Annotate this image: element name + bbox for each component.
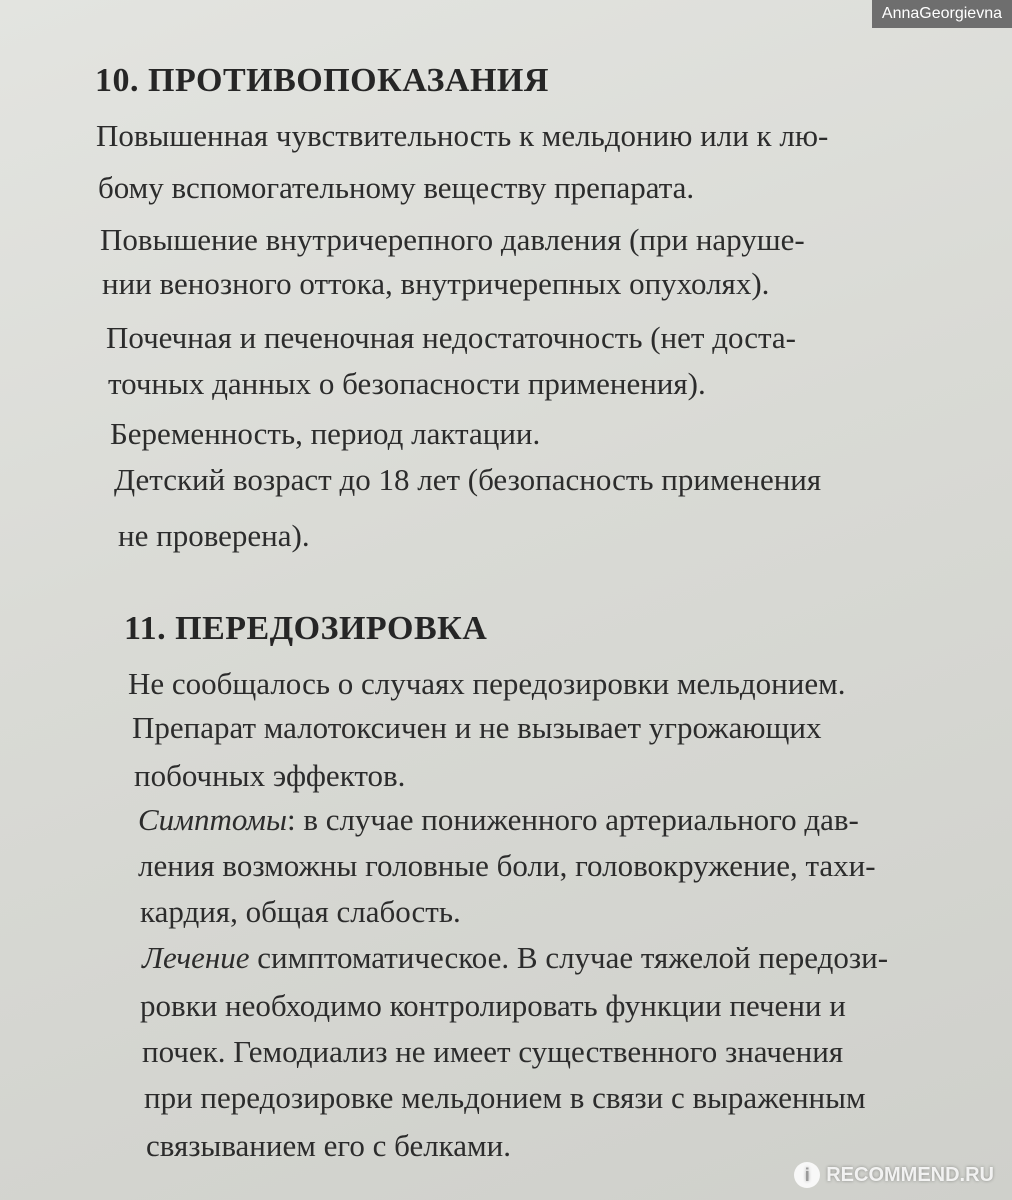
section-11-line: Не сообщалось о случаях передозировки мельдонием. [128,666,846,701]
section-10-line: нии венозного оттока, внутричерепных опухолях). [102,266,770,301]
section-10-line: Почечная и печеночная недостаточность (нет доста- [106,320,797,355]
section-10-line: Повышение внутричерепного давления (при наруше- [100,222,805,257]
section-11-line: почек. Гемодиализ не имеет существенного значения [142,1034,844,1069]
section-11-line: кардия, общая слабость. [140,894,461,929]
section-10-title: 10. ПРОТИВОПОКАЗАНИЯ [95,62,549,99]
treatment-label: Лечение [142,940,250,975]
site-watermark-text: RECOMMEND.RU [826,1163,994,1186]
symptoms-line [138,802,859,838]
treatment-line [142,940,888,976]
section-10-line: Детский возраст до 18 лет (безопасность применения [114,462,822,497]
site-watermark [794,1162,994,1188]
section-11-title: 11. ПЕРЕДОЗИРОВКА [124,610,488,647]
section-10-line: бому вспомогательному веществу препарата. [98,170,695,205]
section-11-line: ровки необходимо контролировать функции печени и [140,988,846,1023]
treatment-text: симптоматическое. В случае тяжелой передози- [249,940,889,975]
section-10-line: точных данных о безопасности применения). [108,366,706,401]
recommend-logo-icon: i [794,1162,820,1188]
section-10-line: Повышенная чувствительность к мельдонию или к лю- [96,118,829,153]
section-11-line: при передозировке мельдонием в связи с выраженным [144,1080,866,1115]
username-watermark: AnnaGeorgievna [872,0,1012,28]
section-11-line: Препарат малотоксичен и не вызывает угрожающих [132,710,822,745]
section-11-line: побочных эффектов. [134,758,406,793]
symptoms-text: : в случае пониженного артериального дав- [286,802,859,837]
section-10-line: Беременность, период лактации. [110,416,541,451]
section-11-line: ления возможны головные боли, головокружение, тахи- [138,848,876,883]
section-11-line: связыванием его с белками. [146,1128,511,1163]
symptoms-label: Симптомы [138,802,287,837]
section-10-line: не проверена). [118,518,310,553]
